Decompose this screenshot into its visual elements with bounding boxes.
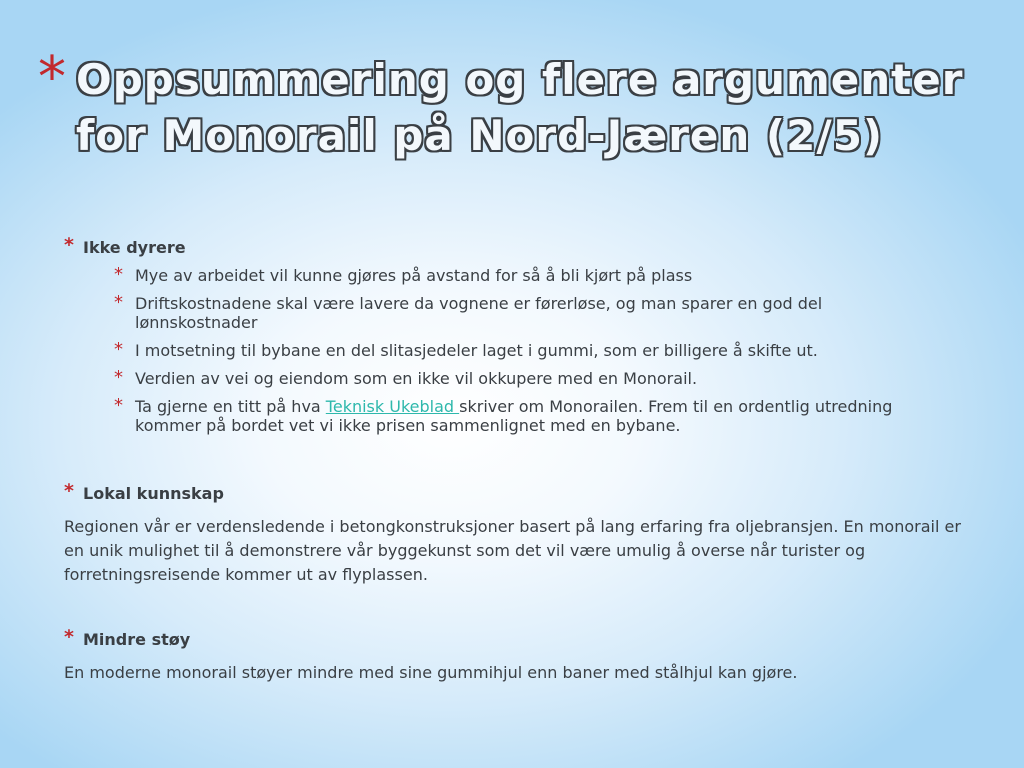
lokal-kunnskap-paragraph: Regionen vår er verdensledende i betongkonstruksjoner basert på lang erfaring fra oljebransjen. En monorail er en unik mulighet til å demonstrere vår byggekunst som det vil være umulig å overse når turister og forretningsreisende kommer ut av flyplassen. — [64, 517, 961, 584]
list-item — [114, 341, 914, 360]
teknisk-ukeblad-link[interactable]: Teknisk Ukeblad — [325, 397, 460, 416]
list-item-text-post: skriver om Monorailen. Frem til en ordentlig utredning kommer på bordet vet vi ikke prisen sammenlignet med en bybane. — [135, 397, 893, 435]
list-item-text: Driftskostnadene skal være lavere da vognene er førerløse, og man sparer en god del lønnskostnader — [135, 294, 823, 332]
bullet-star-icon: * — [114, 367, 123, 388]
section-heading-lokal-kunnskap — [64, 480, 224, 503]
bullet-star-icon: * — [64, 480, 74, 502]
list-item-text-pre: Ta gjerne en titt på hva — [135, 397, 326, 416]
slide-title-line2: for Monorail på Nord-Jæren (2/5) — [76, 111, 884, 160]
section-heading-label: Ikke dyrere — [83, 238, 186, 257]
list-item — [114, 266, 914, 285]
list-item — [114, 397, 914, 435]
bullet-star-icon: * — [114, 264, 123, 285]
mindre-stoy-paragraph: En moderne monorail støyer mindre med sine gummihjul enn baner med stålhjul kan gjøre. — [64, 663, 798, 682]
title-bullet-star-icon: * — [38, 45, 66, 110]
bullet-star-icon: * — [64, 626, 74, 648]
list-item — [114, 369, 914, 388]
list-item-text: Mye av arbeidet vil kunne gjøres på avstand for så å bli kjørt på plass — [135, 266, 693, 285]
list-item-text: I motsetning til bybane en del slitasjedeler laget i gummi, som er billigere å skifte ut. — [135, 341, 818, 360]
bullet-star-icon: * — [64, 234, 74, 256]
ikke-dyrere-list — [114, 266, 914, 444]
slide-title-line1: Oppsummering og flere argumenter — [76, 55, 964, 104]
section-heading-label: Lokal kunnskap — [83, 484, 224, 503]
list-item-text: Verdien av vei og eiendom som en ikke vil okkupere med en Monorail. — [135, 369, 698, 388]
section-heading-label: Mindre støy — [83, 630, 191, 649]
bullet-star-icon: * — [114, 395, 123, 416]
bullet-star-icon: * — [114, 339, 123, 360]
list-item — [114, 294, 914, 332]
section-heading-ikke-dyrere — [64, 234, 186, 257]
bullet-star-icon: * — [114, 292, 123, 313]
section-heading-mindre-stoy — [64, 626, 191, 649]
slide-title — [76, 52, 1006, 164]
